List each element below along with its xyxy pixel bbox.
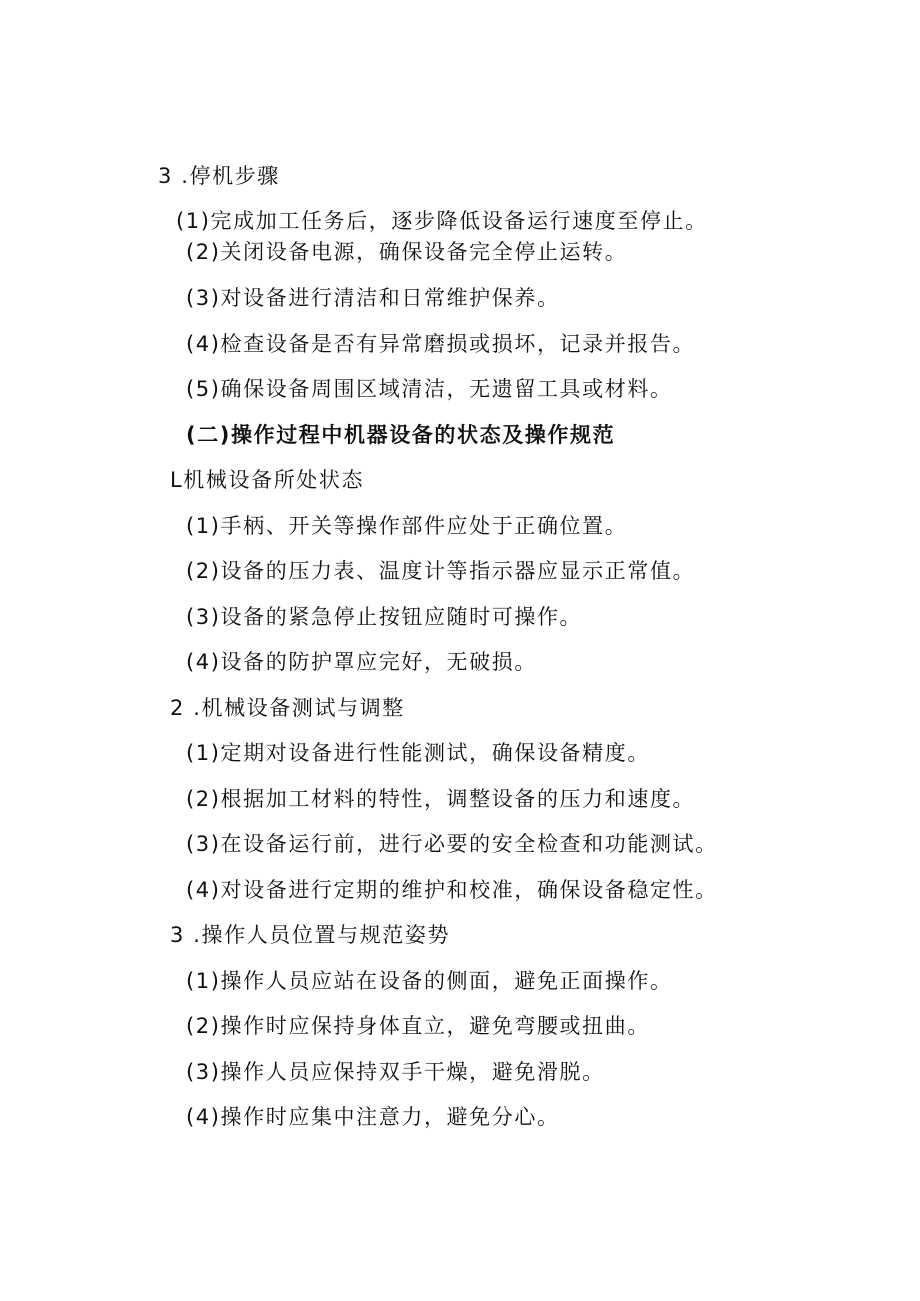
list-item: (2)操作时应保持身体直立，避免弯腰或扭曲。 bbox=[186, 1014, 650, 1038]
list-item: (3)设备的紧急停止按钮应随时可操作。 bbox=[186, 605, 583, 629]
list-item: (1)定期对设备进行性能测试，确保设备精度。 bbox=[186, 741, 650, 765]
list-item: (1)操作人员应站在设备的侧面，避免正面操作。 bbox=[186, 969, 673, 993]
list-item: (1)完成加工任务后，逐步降低设备运行速度至停止。 bbox=[176, 209, 708, 233]
list-item: (2)设备的压力表、温度计等指示器应显示正常值。 bbox=[186, 559, 696, 583]
section-heading-equipment-state: L机械设备所处状态 bbox=[170, 468, 365, 492]
list-item: (4)设备的防护罩应完好，无破损。 bbox=[186, 650, 537, 674]
section-heading-operator-position: 3 .操作人员位置与规范姿势 bbox=[170, 923, 451, 947]
list-item: (4)检查设备是否有异常磨损或损坏，记录并报告。 bbox=[186, 332, 696, 356]
chapter-heading: (二)操作过程中机器设备的状态及操作规范 bbox=[186, 423, 616, 447]
list-item: (1)手柄、开关等操作部件应处于正确位置。 bbox=[186, 514, 628, 538]
section-heading-shutdown-steps: 3 .停机步骤 bbox=[158, 164, 280, 188]
list-item: (3)操作人员应保持双手干燥，避免滑脱。 bbox=[186, 1060, 605, 1084]
list-item: (2)关闭设备电源，确保设备完全停止运转。 bbox=[186, 240, 628, 264]
list-item: (4)对设备进行定期的维护和校准，确保设备稳定性。 bbox=[186, 878, 718, 902]
list-item: (3)在设备运行前，进行必要的安全检查和功能测试。 bbox=[186, 832, 718, 856]
list-item: (4)操作时应集中注意力，避免分心。 bbox=[186, 1105, 560, 1129]
list-item: (5)确保设备周围区域清洁，无遗留工具或材料。 bbox=[186, 377, 673, 401]
section-heading-testing-adjustment: 2 .机械设备测试与调整 bbox=[170, 696, 405, 720]
list-item: (2)根据加工材料的特性，调整设备的压力和速度。 bbox=[186, 787, 696, 811]
list-item: (3)对设备进行清洁和日常维护保养。 bbox=[186, 286, 560, 310]
